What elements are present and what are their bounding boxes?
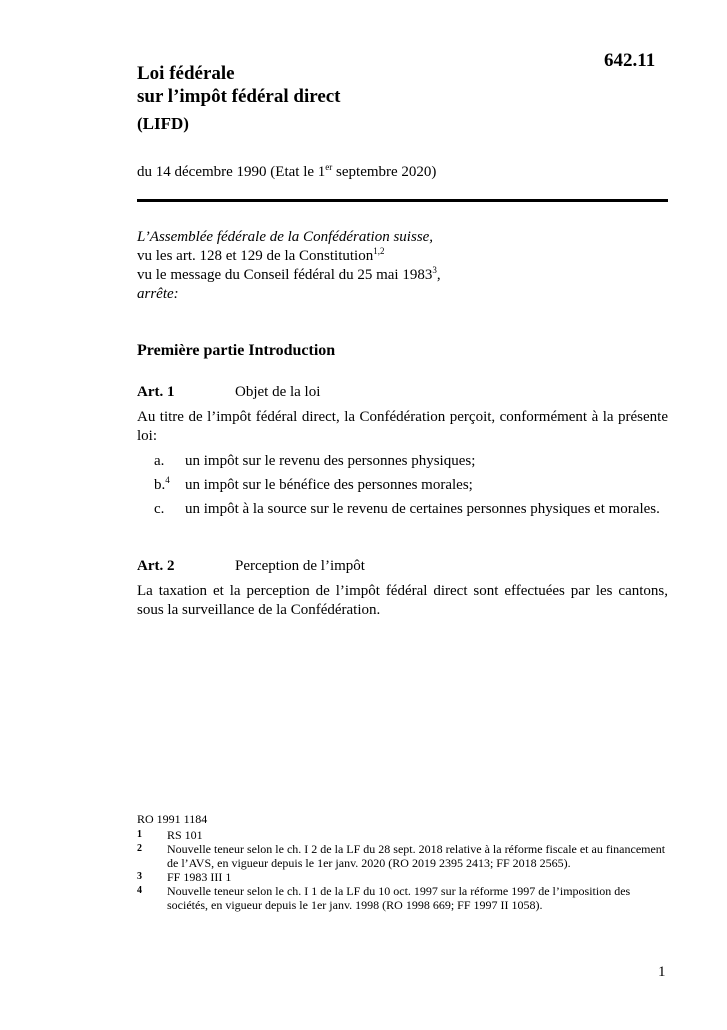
footnote-3	[137, 870, 668, 884]
article-2-number: Art. 2	[137, 558, 175, 574]
preamble-message-end: ,	[436, 267, 441, 283]
footnote-ref-1-2[interactable]: 1,2	[373, 246, 385, 256]
document-number: 642.11	[604, 50, 656, 71]
list-item-text: un impôt sur le revenu des personnes physiques;	[185, 453, 476, 469]
footnote-text: FF 1983 III 1	[167, 870, 232, 884]
date-sup: er	[325, 162, 333, 172]
footnote-ref-3[interactable]: 3	[432, 265, 437, 275]
article-1-heading	[137, 384, 320, 401]
preamble-message-text: vu le message du Conseil fédéral du 25 mai 1983	[137, 267, 433, 283]
preamble	[137, 228, 668, 304]
title-abbreviation: (LIFD)	[137, 114, 189, 133]
part-heading: Première partie Introduction	[137, 342, 336, 359]
ro-reference: RO 1991 1184	[137, 812, 208, 826]
title-line-1: Loi fédérale	[137, 63, 235, 84]
date-text: du 14 décembre 1990 (Etat le 1	[137, 164, 326, 180]
article-2-heading	[137, 558, 365, 575]
footnotes	[137, 812, 668, 912]
article-1-title: Objet de la loi	[235, 384, 321, 400]
footnote-mark: 1	[137, 829, 142, 840]
list-item	[137, 452, 668, 471]
date-line	[137, 164, 436, 181]
footnote-mark: 4	[137, 885, 142, 896]
preamble-assembly: L’Assemblée fédérale de la Confédération suisse,	[137, 229, 434, 245]
list-item-text: un impôt à la source sur le revenu de certaines personnes physiques et morales.	[185, 501, 660, 517]
footnote-text: Nouvelle teneur selon le ch. I 2 de la LF du 28 sept. 2018 relative à la réforme fiscale et au financement de l’AVS, en vigueur depuis le 1er janv. 2020 (RO 2019 2395 2413; FF 2018 2565).	[167, 842, 666, 870]
footnote-ref-4[interactable]: 4	[165, 475, 170, 485]
list-item-label: b.$^4$	[154, 475, 170, 493]
header-rule	[137, 199, 668, 202]
list-item-label: a.	[154, 453, 165, 469]
footnote-text: RS 101	[167, 828, 203, 842]
article-2-text: La taxation et la perception de l’impôt fédéral direct sont effectuées par les cantons, sous la surveillance de la Confédération.	[137, 583, 668, 618]
preamble-constitution	[137, 247, 668, 266]
date-tail: septembre 2020)	[332, 164, 437, 180]
page-number: 1	[658, 964, 666, 980]
list-item	[137, 500, 668, 519]
list-item	[137, 476, 668, 495]
preamble-decree: arrête:	[137, 286, 179, 302]
footnote-mark: 2	[137, 843, 142, 854]
article-2-title: Perception de l’impôt	[235, 558, 365, 574]
preamble-constitution-text: vu les art. 128 et 129 de la Constitution	[137, 248, 374, 264]
footnote-4	[137, 884, 668, 912]
footnote-1	[137, 828, 668, 842]
law-title	[137, 62, 341, 135]
article-1-number: Art. 1	[137, 384, 175, 400]
list-item-text: un impôt sur le bénéfice des personnes morales;	[185, 477, 473, 493]
article-1-intro: Au titre de l’impôt fédéral direct, la Confédération perçoit, conformément à la présente loi:	[137, 409, 668, 444]
title-line-2: sur l’impôt fédéral direct	[137, 86, 341, 107]
footnote-text: Nouvelle teneur selon le ch. I 1 de la LF du 10 oct. 1997 sur la réforme 1997 de l’imposition des sociétés, en vigueur depuis le 1er janv. 1998 (RO 1998 669; FF 1997 II 1058).	[167, 884, 631, 912]
preamble-message	[137, 266, 668, 285]
footnote-mark: 3	[137, 871, 142, 882]
footnote-2	[137, 842, 668, 870]
list-item-label: c.	[154, 501, 165, 517]
